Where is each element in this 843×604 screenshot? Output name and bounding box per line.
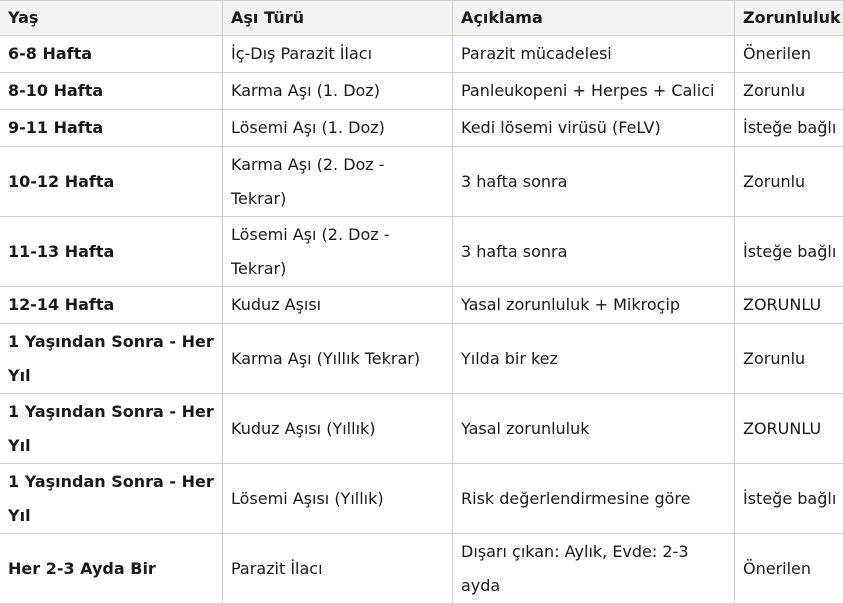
vaccine-cell: Kuduz Aşısı (Yıllık) bbox=[223, 394, 453, 464]
requirement-cell: Zorunlu bbox=[735, 73, 843, 110]
age-cell: 10-12 Hafta bbox=[0, 147, 223, 217]
header-vaccine: Aşı Türü bbox=[223, 1, 453, 36]
vaccine-cell: Parazit İlacı bbox=[223, 534, 453, 604]
age-cell: 1 Yaşından Sonra - Her Yıl bbox=[0, 324, 223, 394]
header-description: Açıklama bbox=[453, 1, 735, 36]
table-row bbox=[0, 534, 843, 604]
vaccine-cell: Kuduz Aşısı bbox=[223, 287, 453, 324]
vaccine-cell: İç-Dış Parazit İlacı bbox=[223, 36, 453, 73]
vaccine-cell: Karma Aşı (1. Doz) bbox=[223, 73, 453, 110]
description-cell: Dışarı çıkan: Aylık, Evde: 2-3 ayda bbox=[453, 534, 735, 604]
description-cell: Yılda bir kez bbox=[453, 324, 735, 394]
age-cell: 8-10 Hafta bbox=[0, 73, 223, 110]
requirement-cell: ZORUNLU bbox=[735, 287, 843, 324]
vaccine-cell: Lösemi Aşı (2. Doz - Tekrar) bbox=[223, 217, 453, 287]
description-cell: 3 hafta sonra bbox=[453, 147, 735, 217]
table-body bbox=[0, 36, 843, 604]
table-row bbox=[0, 394, 843, 464]
table-header bbox=[0, 1, 843, 36]
requirement-cell: Zorunlu bbox=[735, 324, 843, 394]
description-cell: Yasal zorunluluk bbox=[453, 394, 735, 464]
requirement-cell: Önerilen bbox=[735, 534, 843, 604]
vaccine-cell: Lösemi Aşısı (Yıllık) bbox=[223, 464, 453, 534]
requirement-cell: İsteğe bağlı bbox=[735, 217, 843, 287]
age-cell: 11-13 Hafta bbox=[0, 217, 223, 287]
description-cell: 3 hafta sonra bbox=[453, 217, 735, 287]
age-cell: 1 Yaşından Sonra - Her Yıl bbox=[0, 394, 223, 464]
requirement-cell: Zorunlu bbox=[735, 147, 843, 217]
age-cell: 6-8 Hafta bbox=[0, 36, 223, 73]
table-row bbox=[0, 36, 843, 73]
age-cell: Her 2-3 Ayda Bir bbox=[0, 534, 223, 604]
table-row bbox=[0, 324, 843, 394]
description-cell: Yasal zorunluluk + Mikroçip bbox=[453, 287, 735, 324]
requirement-cell: İsteğe bağlı bbox=[735, 464, 843, 534]
table-row bbox=[0, 110, 843, 147]
description-cell: Risk değerlendirmesine göre bbox=[453, 464, 735, 534]
header-row bbox=[0, 1, 843, 36]
table-row bbox=[0, 464, 843, 534]
table-row bbox=[0, 73, 843, 110]
table-row bbox=[0, 217, 843, 287]
description-cell: Parazit mücadelesi bbox=[453, 36, 735, 73]
requirement-cell: İsteğe bağlı bbox=[735, 110, 843, 147]
header-requirement: Zorunluluk bbox=[735, 1, 843, 36]
table-row bbox=[0, 147, 843, 217]
age-cell: 1 Yaşından Sonra - Her Yıl bbox=[0, 464, 223, 534]
requirement-cell: ZORUNLU bbox=[735, 394, 843, 464]
age-cell: 12-14 Hafta bbox=[0, 287, 223, 324]
table-row bbox=[0, 287, 843, 324]
requirement-cell: Önerilen bbox=[735, 36, 843, 73]
description-cell: Panleukopeni + Herpes + Calici bbox=[453, 73, 735, 110]
header-age: Yaş bbox=[0, 1, 223, 36]
vaccine-cell: Karma Aşı (Yıllık Tekrar) bbox=[223, 324, 453, 394]
description-cell: Kedi lösemi virüsü (FeLV) bbox=[453, 110, 735, 147]
vaccine-cell: Karma Aşı (2. Doz - Tekrar) bbox=[223, 147, 453, 217]
vaccine-cell: Lösemi Aşı (1. Doz) bbox=[223, 110, 453, 147]
age-cell: 9-11 Hafta bbox=[0, 110, 223, 147]
